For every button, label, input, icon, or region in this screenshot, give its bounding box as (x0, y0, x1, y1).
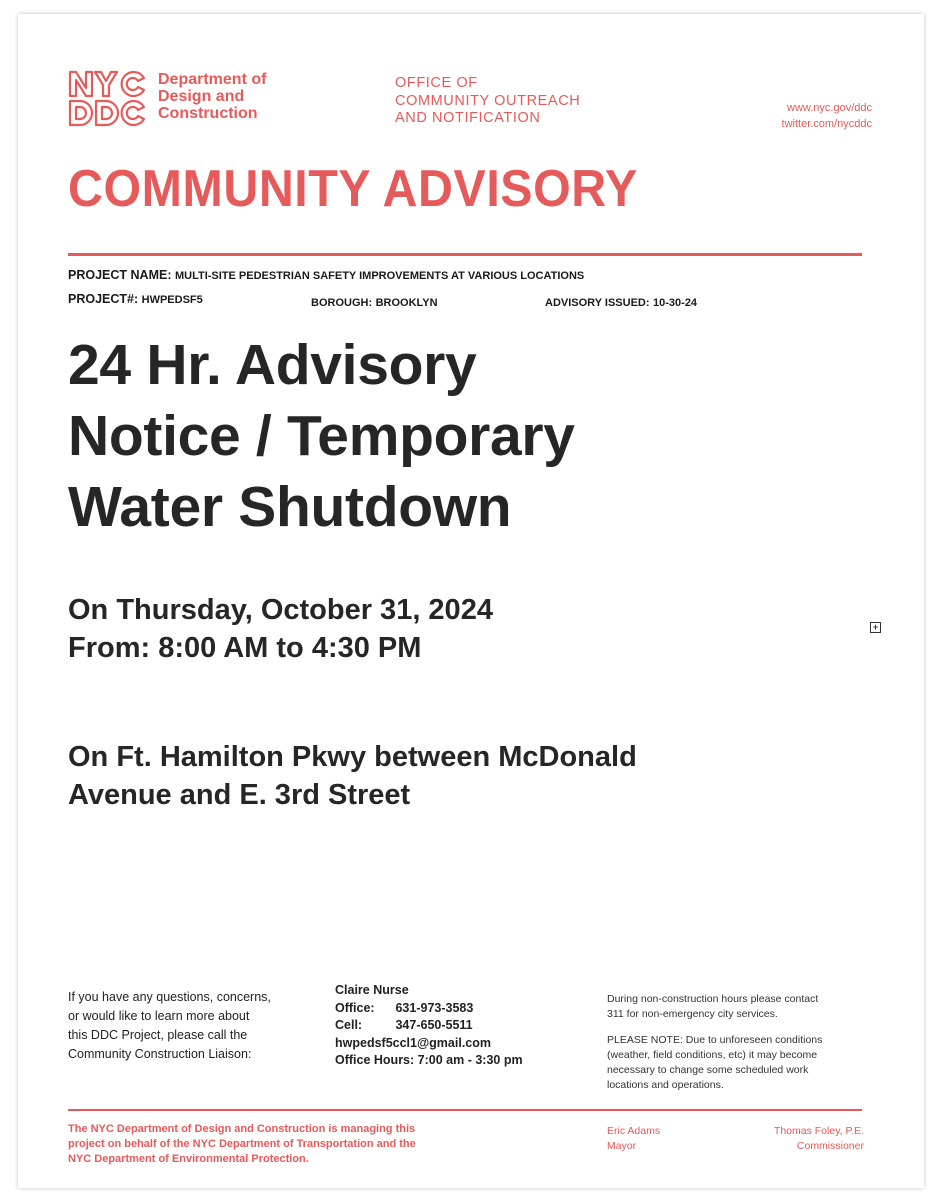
contact-intro-line: this DDC Project, please call the (68, 1028, 248, 1042)
commissioner-signature (774, 1124, 864, 1154)
commissioner-title: Commissioner (796, 1140, 864, 1152)
contact-links (782, 100, 872, 132)
project-name (68, 268, 584, 282)
contact-intro-line: or would like to learn more about (68, 1009, 250, 1023)
note-line: During non-construction hours please contact (607, 993, 819, 1005)
footer-line: NYC Department of Environmental Protection. (68, 1153, 309, 1165)
project-name-label: PROJECT NAME: (68, 268, 172, 282)
schedule (68, 591, 493, 667)
office-line: AND NOTIFICATION (395, 110, 541, 126)
advisory-page (18, 14, 924, 1188)
banner-rule (68, 253, 862, 256)
project-number-value: HWPEDSF5 (141, 294, 203, 306)
liaison-email[interactable]: hwpedsf5ccl1@gmail.com (335, 1035, 491, 1050)
office-line: COMMUNITY OUTREACH (395, 92, 581, 109)
contact-intro (68, 988, 271, 1064)
headline-line: Water Shutdown (68, 475, 512, 539)
nyc-ddc-logo (68, 70, 148, 128)
headline-line: 24 Hr. Advisory (68, 333, 477, 397)
department-line: Construction (158, 105, 258, 122)
commissioner-name: Thomas Foley, P.E. (773, 1125, 864, 1137)
footer-statement (68, 1122, 416, 1167)
mayor-title: Mayor (607, 1140, 637, 1152)
project-number (68, 292, 203, 306)
advisory-banner: COMMUNITY ADVISORY (68, 160, 638, 218)
footer-line: project on behalf of the NYC Department of Transportation and the (68, 1138, 416, 1150)
advisory-issued (545, 295, 697, 309)
office-hours-label: Office Hours: (335, 1053, 415, 1067)
cell-phone[interactable]: 347-650-5511 (395, 1018, 473, 1032)
contact-intro-line: If you have any questions, concerns, (68, 990, 271, 1004)
mayor-name: Eric Adams (607, 1125, 661, 1137)
noncon-note (607, 992, 877, 1022)
office-hours-value: 7:00 am - 3:30 pm (417, 1053, 523, 1067)
schedule-time: From: 8:00 AM to 4:30 PM (68, 632, 422, 664)
cell-phone-label: Cell: (335, 1018, 363, 1032)
department-name (158, 71, 266, 122)
note-line: locations and operations. (607, 1079, 724, 1091)
headline-line: Notice / Temporary (68, 404, 575, 468)
location (68, 738, 637, 814)
schedule-date: On Thursday, October 31, 2024 (68, 594, 493, 626)
note-line: (weather, field conditions, etc) it may become (607, 1049, 818, 1061)
website-link[interactable]: www.nyc.gov/ddc (787, 102, 872, 114)
contact-intro-line: Community Construction Liaison: (68, 1047, 252, 1061)
nyc-ddc-logo-mark (68, 70, 148, 128)
note-line: necessary to change some scheduled work (607, 1064, 809, 1076)
liaison-contact (335, 982, 523, 1070)
location-line: Avenue and E. 3rd Street (68, 779, 411, 811)
footer-line: The NYC Department of Design and Construction is managing this (68, 1123, 416, 1135)
borough-label: BOROUGH: (311, 297, 373, 309)
notes (607, 992, 877, 1104)
mayor-signature (607, 1124, 660, 1154)
office-name (395, 75, 580, 128)
advisory-headline (68, 330, 575, 543)
office-phone-row (335, 1000, 523, 1018)
borough (311, 295, 438, 309)
cell-phone-row (335, 1017, 523, 1035)
issued-label: ADVISORY ISSUED: (545, 297, 650, 309)
borough-value: BROOKLYN (375, 297, 438, 309)
footer-rule (68, 1109, 862, 1111)
office-phone[interactable]: 631-973-3583 (395, 1000, 474, 1015)
office-hours-row (335, 1052, 523, 1070)
office-line: OFFICE OF (395, 75, 478, 91)
please-note (607, 1033, 877, 1093)
office-phone-label: Office: (335, 1000, 375, 1015)
note-line: PLEASE NOTE: Due to unforeseen conditions (607, 1034, 823, 1046)
issued-value: 10-30-24 (653, 297, 698, 309)
location-line: On Ft. Hamilton Pkwy between McDonald (68, 741, 637, 773)
plus-icon[interactable]: + (870, 622, 881, 633)
department-line: Department of (158, 71, 267, 88)
project-number-label: PROJECT#: (68, 292, 139, 306)
department-line: Design and (158, 88, 245, 105)
note-line: 311 for non-emergency city services. (607, 1008, 778, 1020)
twitter-link[interactable]: twitter.com/nycddc (781, 118, 872, 130)
liaison-name: Claire Nurse (335, 983, 409, 997)
project-name-value: MULTI-SITE PEDESTRIAN SAFETY IMPROVEMENTS AT VARIOUS LOCATIONS (174, 270, 585, 282)
